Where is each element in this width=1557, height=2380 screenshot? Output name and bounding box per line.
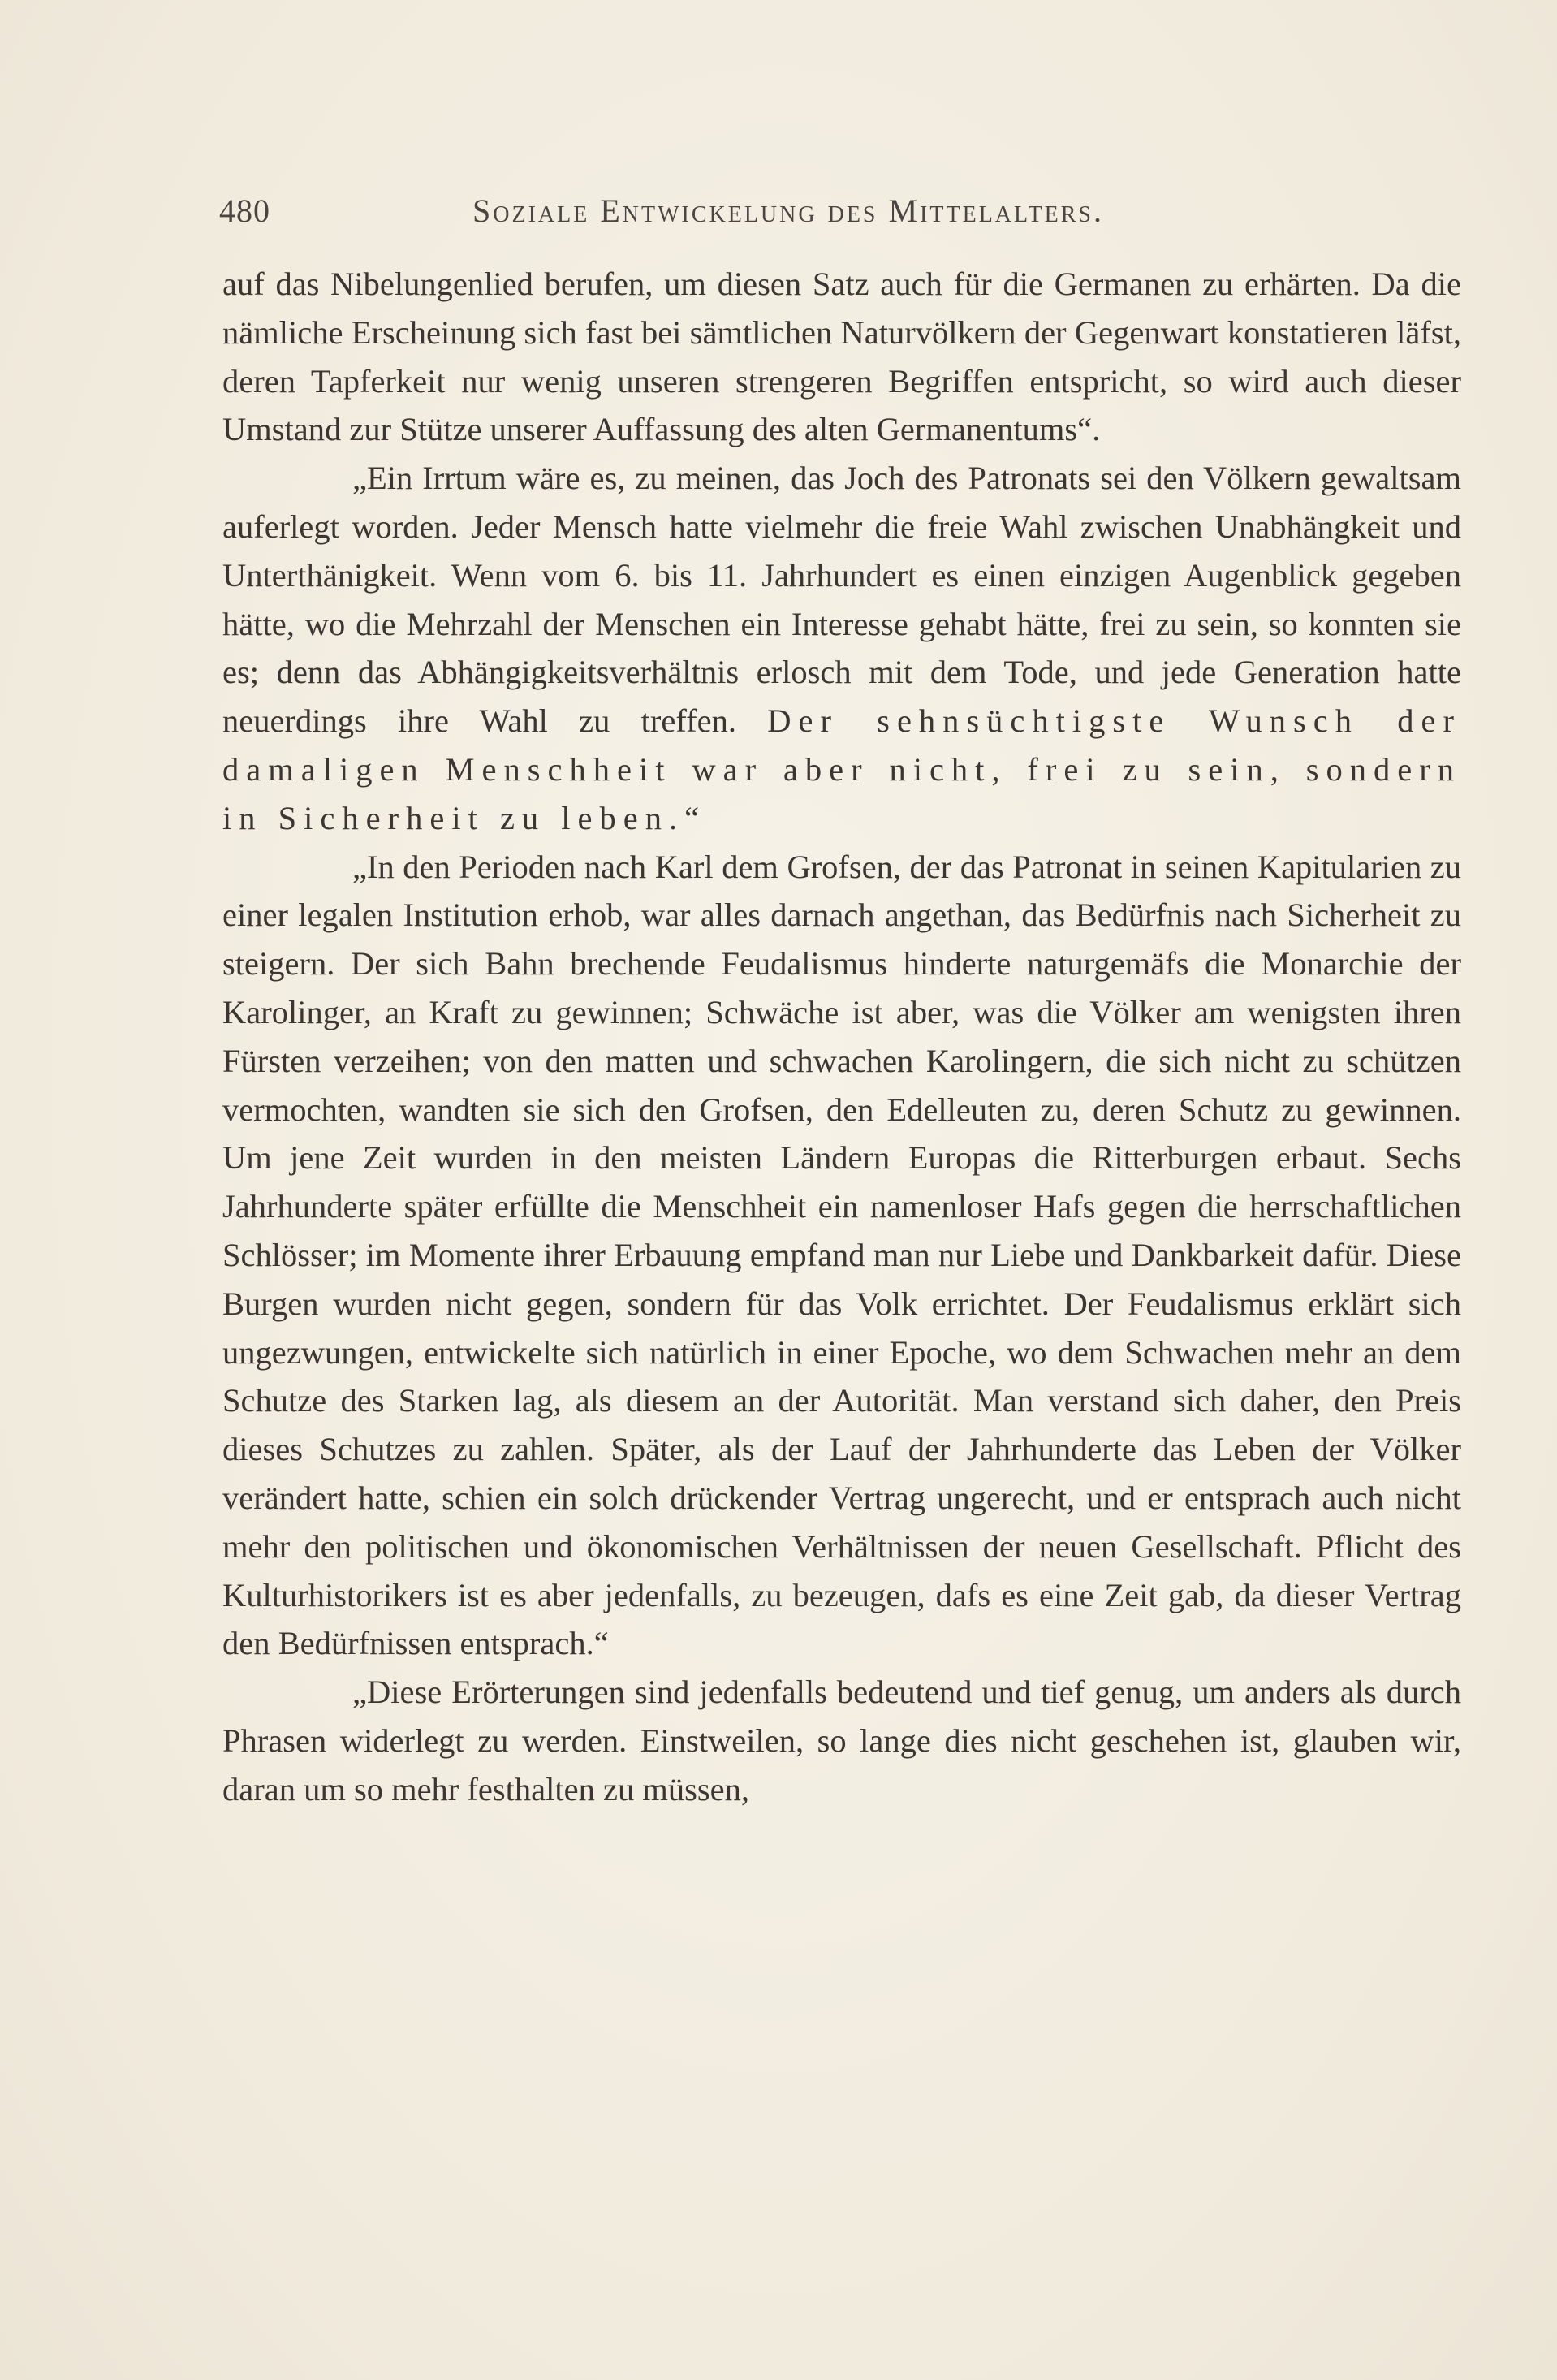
body-text	[222, 260, 1461, 1814]
spaced-emphasis-text: Der sehnsüchtigste Wunsch der damaligen Menschheit war aber nicht, frei zu sein, sondern in Sicherheit zu leben.	[222, 702, 1461, 836]
running-head: Soziale Entwickelung des Mittelalters.	[472, 192, 1105, 229]
page-number: 480	[219, 192, 270, 229]
closing-quote: “	[684, 799, 700, 836]
paragraph-4	[222, 1668, 1461, 1813]
paragraph-text: auf das Nibelungenlied berufen, um diesen Satz auch für die Germanen zu erhärten. Da die nämliche Erscheinung sich fast bei sämtlichen Naturvölkern der Gegenwart konstatieren läfst, deren Tapferkeit nur wenig unseren strengeren Begriffen entspricht, so wird auch dieser Umstand zur Stütze unserer Auffassung des alten Germanentums“.	[222, 266, 1461, 448]
paragraph-2	[222, 454, 1461, 842]
page-header	[219, 192, 1226, 240]
paragraph-text: „Ein Irrtum wäre es, zu meinen, das Joch des Patronats sei den Völkern gewaltsam auferlegt worden. Jeder Mensch hatte vielmehr die freie Wahl zwischen Unabhängkeit und Unterthänigkeit. Wenn vom 6. bis 11. Jahrhundert es einen einzigen Augenblick gegeben hätte, wo die Mehrzahl der Menschen ein Interesse gehabt hätte, frei zu sein, so konnten sie es; denn das Abhängigkeitsverhältnis erlosch mit dem Tode, und jede Generation hatte neuerdings ihre Wahl zu treffen.	[222, 460, 1461, 740]
paragraph-text: „Diese Erörterungen sind jedenfalls bedeutend und tief genug, um anders als durch Phrasen widerlegt zu werden. Einstweilen, so lange dies nicht geschehen ist, glauben wir, daran um so mehr festhalten zu müssen,	[222, 1674, 1461, 1808]
paragraph-text: „In den Perioden nach Karl dem Grofsen, der das Patronat in seinen Kapitularien zu einer legalen Institution erhob, war alles darnach angethan, das Bedürfnis nach Sicherheit zu steigern. Der sich Bahn brechende Feudalismus hinderte naturgemäfs die Monarchie der Karolinger, an Kraft zu gewinnen; Schwäche ist aber, was die Völker am wenigsten ihren Fürsten verzeihen; von den matten und schwachen Karolingern, die sich nicht zu schützen vermochten, wandten sie sich den Grofsen, den Edelleuten zu, deren Schutz zu gewinnen. Um jene Zeit wurden in den meisten Ländern Europas die Ritterburgen erbaut. Sechs Jahrhunderte später erfüllte die Menschheit ein namenloser Hafs gegen die herrschaftlichen Schlösser; im Momente ihrer Erbauung empfand man nur Liebe und Dankbarkeit dafür. Diese Burgen wurden nicht gegen, sondern für das Volk errichtet. Der Feudalismus erklärt sich ungezwungen, entwickelte sich natürlich in einer Epoche, wo dem Schwachen mehr an dem Schutze des Starken lag, als diesem an der Autorität. Man verstand sich daher, den Preis dieses Schutzes zu zahlen. Später, als der Lauf der Jahrhunderte das Leben der Völker verändert hatte, schien ein solch drückender Vertrag ungerecht, und er entsprach auch nicht mehr den politischen und ökonomischen Verhältnissen der neuen Gesellschaft. Pflicht des Kulturhistorikers ist es aber jedenfalls, zu bezeugen, dafs es eine Zeit gab, da dieser Vertrag den Bedürfnissen entsprach.“	[222, 848, 1461, 1662]
paragraph-1	[222, 260, 1461, 454]
paragraph-3	[222, 843, 1461, 1669]
